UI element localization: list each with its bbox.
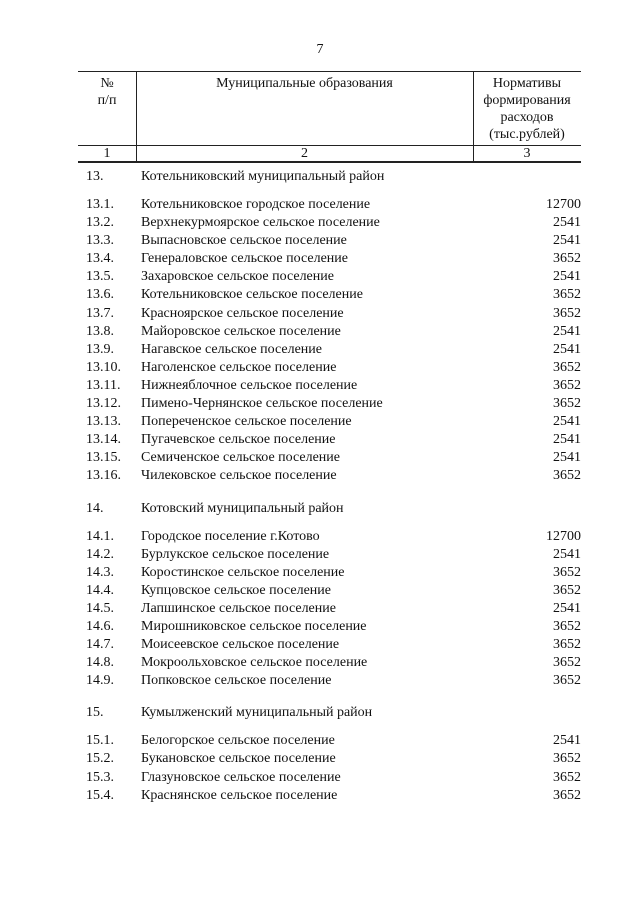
row-number: 15.2. xyxy=(86,751,114,767)
row-name: Белогорское сельское поселение xyxy=(141,733,335,749)
row-name: Генераловское сельское поселение xyxy=(141,251,348,267)
row-number: 13.11. xyxy=(86,377,121,393)
row-name: Попереченское сельское поселение xyxy=(141,414,352,430)
row-value: 2541 xyxy=(553,600,581,616)
row-name: Майоровское сельское поселение xyxy=(141,323,341,339)
header-col-value-line: расходов xyxy=(500,110,554,125)
row-value: 2541 xyxy=(553,733,581,749)
row-value: 2541 xyxy=(553,546,581,562)
col-number-2: 2 xyxy=(301,146,308,161)
table-row xyxy=(86,196,586,214)
header-col-number-line: № xyxy=(100,76,114,91)
row-value: 3652 xyxy=(553,655,581,671)
row-name: Чилековское сельское поселение xyxy=(141,468,337,484)
row-value: 12700 xyxy=(546,197,581,212)
row-name: Бурлукское сельское поселение xyxy=(141,546,330,562)
row-number: 13.14. xyxy=(86,432,121,448)
row-value: 3652 xyxy=(553,251,581,267)
row-number: 13.8. xyxy=(86,323,114,339)
row-number: 14.6. xyxy=(86,618,114,634)
row-name: Наголенское сельское поселение xyxy=(141,359,337,375)
col-number-1: 1 xyxy=(103,146,111,161)
row-number: 14.5. xyxy=(86,600,114,616)
row-number: 14.2. xyxy=(86,546,114,562)
row-name: Красноярское сельское поселение xyxy=(141,305,344,321)
page-number: 7 xyxy=(316,42,324,57)
row-value: 3652 xyxy=(553,377,581,393)
row-number: 14.3. xyxy=(86,564,114,580)
row-name: Пимено-Чернянское сельское поселение xyxy=(141,396,383,412)
table-row xyxy=(86,636,586,654)
row-number: 13.5. xyxy=(86,269,114,285)
table-row xyxy=(86,467,586,485)
row-number: 13.9. xyxy=(86,341,114,357)
table-row xyxy=(86,341,586,359)
table-row xyxy=(86,769,586,787)
header-bottom-rule xyxy=(78,161,581,162)
table-row xyxy=(86,546,586,564)
row-name: Городское поселение г.Котово xyxy=(141,528,320,544)
table-row xyxy=(86,431,586,449)
row-number: 13.4. xyxy=(86,251,114,267)
row-number: 14.1. xyxy=(86,528,114,544)
header-col-value-line: (тыс.рублей) xyxy=(489,127,565,142)
row-value: 3652 xyxy=(553,787,581,803)
row-number: 14.8. xyxy=(86,655,114,671)
row-value: 2541 xyxy=(553,323,581,339)
table-row xyxy=(86,618,586,636)
district-name: Кумылженский муниципальный район xyxy=(141,705,373,721)
row-value: 3652 xyxy=(553,287,581,303)
row-number: 14.7. xyxy=(86,637,114,653)
row-number: 13.3. xyxy=(86,233,114,249)
col-number-3: 3 xyxy=(523,146,531,161)
row-name: Краснянское сельское поселение xyxy=(141,787,338,803)
row-name: Захаровское сельское поселение xyxy=(141,269,334,285)
row-value: 3652 xyxy=(553,396,581,412)
row-number: 13.16. xyxy=(86,468,121,484)
row-number: 13.10. xyxy=(86,359,121,375)
district-row xyxy=(86,704,586,722)
row-name: Выпасновское сельское поселение xyxy=(141,233,347,249)
row-number: 13.7. xyxy=(86,305,114,321)
row-value: 12700 xyxy=(546,528,581,544)
row-value: 3652 xyxy=(553,769,581,785)
row-name: Коростинское сельское поселение xyxy=(141,564,345,580)
row-name: Нижнеяблочное сельское поселение xyxy=(141,377,358,393)
row-value: 3652 xyxy=(553,359,581,375)
row-number: 13.1. xyxy=(86,197,114,212)
row-name: Верхнекурмоярское сельское поселение xyxy=(141,215,380,231)
row-name: Лапшинское сельское поселение xyxy=(141,600,336,616)
table-row xyxy=(86,250,586,268)
district-number: 13. xyxy=(86,169,104,184)
header-col-value-line: Нормативы xyxy=(492,76,562,91)
row-value: 2541 xyxy=(553,432,581,448)
table-row xyxy=(86,654,586,672)
district-spacer xyxy=(86,518,586,528)
row-value: 2541 xyxy=(553,269,581,285)
table-row xyxy=(86,750,586,768)
row-value: 2541 xyxy=(553,233,581,249)
row-value: 3652 xyxy=(553,637,581,653)
section-spacer xyxy=(86,690,586,704)
row-name: Семиченское сельское поселение xyxy=(141,450,341,466)
table-row xyxy=(86,564,586,582)
district-number: 14. xyxy=(86,500,104,516)
header-col-name: Муниципальные образования xyxy=(216,76,393,91)
row-number: 13.6. xyxy=(86,287,114,303)
table-row xyxy=(86,528,586,546)
district-row xyxy=(86,500,586,518)
district-spacer xyxy=(86,186,586,196)
row-number: 14.9. xyxy=(86,673,114,689)
row-value: 2541 xyxy=(553,341,581,357)
table-row xyxy=(86,413,586,431)
row-value: 2541 xyxy=(553,215,581,231)
row-value: 3652 xyxy=(553,564,581,580)
row-name: Моисеевское сельское поселение xyxy=(141,637,340,653)
district-row xyxy=(86,168,586,186)
row-name: Котельниковское сельское поселение xyxy=(141,287,363,303)
row-name: Котельниковское городское поселение xyxy=(141,197,371,212)
table-row xyxy=(86,787,586,805)
district-number: 15. xyxy=(86,705,104,721)
row-value: 3652 xyxy=(553,673,581,689)
row-name: Нагавское сельское поселение xyxy=(141,341,322,357)
table-row xyxy=(86,359,586,377)
row-number: 13.2. xyxy=(86,215,114,231)
row-name: Мокроольховское сельское поселение xyxy=(141,655,368,671)
row-value: 3652 xyxy=(553,582,581,598)
table-row xyxy=(86,268,586,286)
row-value: 3652 xyxy=(553,618,581,634)
header-col-value xyxy=(473,75,581,143)
table-row xyxy=(86,449,586,467)
row-name: Купцовское сельское поселение xyxy=(141,582,331,598)
row-number: 15.3. xyxy=(86,769,114,785)
header-col-number-line: п/п xyxy=(97,93,117,108)
row-value: 3652 xyxy=(553,468,581,484)
table-row xyxy=(86,323,586,341)
header-col-number xyxy=(78,75,136,109)
table-row xyxy=(86,377,586,395)
table-body xyxy=(86,168,586,805)
row-number: 14.4. xyxy=(86,582,114,598)
row-number: 13.15. xyxy=(86,450,121,466)
district-name: Котовский муниципальный район xyxy=(141,500,344,516)
row-number: 15.1. xyxy=(86,733,114,749)
row-number: 15.4. xyxy=(86,787,114,803)
column-numbers-row xyxy=(78,145,581,162)
table-row xyxy=(86,672,586,690)
row-value: 3652 xyxy=(553,305,581,321)
table-row xyxy=(86,286,586,304)
district-spacer xyxy=(86,722,586,732)
table-row xyxy=(86,732,586,750)
table-row xyxy=(86,395,586,413)
row-name: Мирошниковское сельское поселение xyxy=(141,618,367,634)
district-name: Котельниковский муниципальный район xyxy=(141,169,385,184)
table-row xyxy=(86,232,586,250)
row-name: Букановское сельское поселение xyxy=(141,751,336,767)
row-name: Попковское сельское поселение xyxy=(141,673,332,689)
row-number: 13.12. xyxy=(86,396,121,412)
section-spacer xyxy=(86,486,586,500)
row-name: Глазуновское сельское поселение xyxy=(141,769,341,785)
table-row xyxy=(86,214,586,232)
table-row xyxy=(86,582,586,600)
row-name: Пугачевское сельское поселение xyxy=(141,432,336,448)
row-value: 3652 xyxy=(553,751,581,767)
header-col-value-line: формирования xyxy=(483,93,571,108)
table-row xyxy=(86,305,586,323)
table-row xyxy=(86,600,586,618)
row-value: 2541 xyxy=(553,450,581,466)
row-number: 13.13. xyxy=(86,414,121,430)
row-value: 2541 xyxy=(553,414,581,430)
